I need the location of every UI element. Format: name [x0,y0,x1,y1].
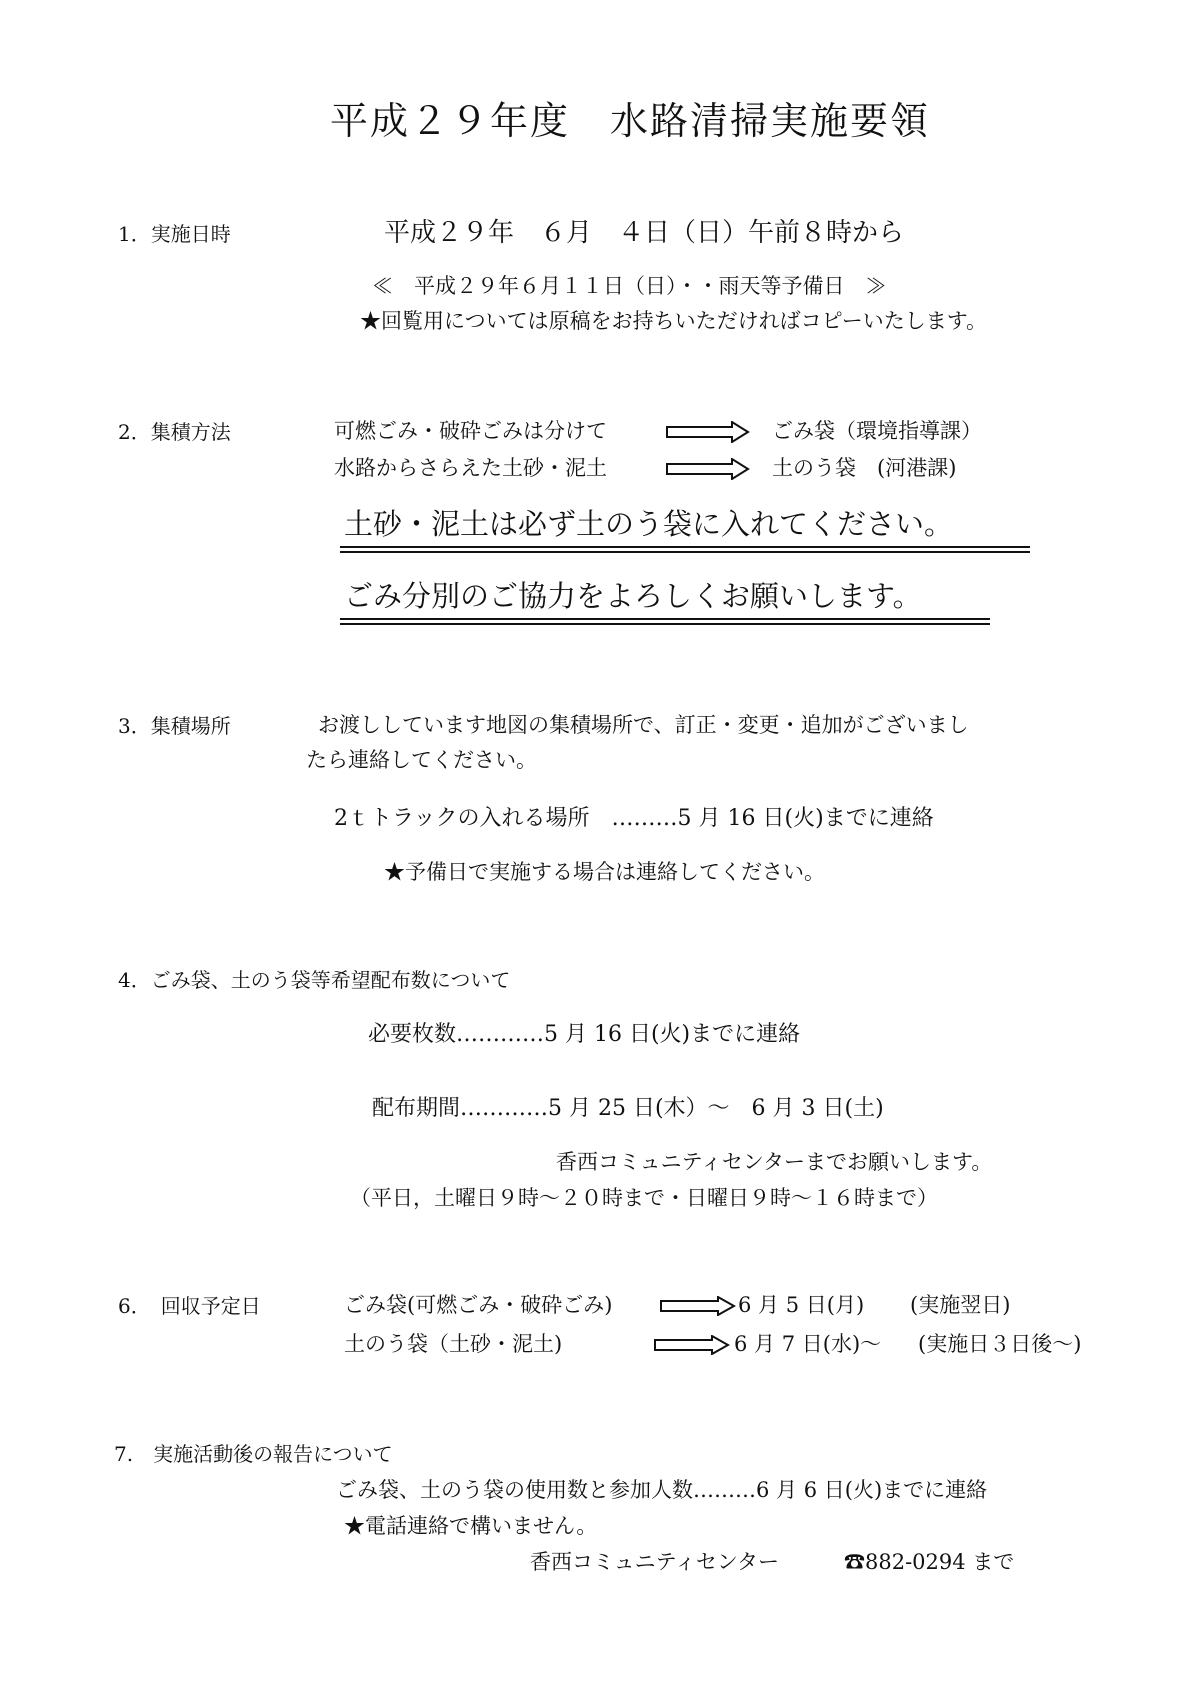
reserve-day-note: ★予備日で実施する場合は連絡してください。 [384,860,825,884]
sandbag-collection: 土のう袋（土砂・泥土) [344,1332,563,1356]
sandbag-collection-note: (実施日３日後～) [918,1332,1082,1356]
location-text-line1: お渡ししています地図の集積場所で、訂正・変更・追加がございまし [318,713,969,737]
distribution-period: 配布期間…………5 月 25 日(木）～ 6 月 3 日(土) [372,1096,884,1121]
page-title: 平成２９年度 水路清掃実施要領 [330,99,931,143]
sediment-text: 水路からさらえた土砂・泥土 [334,456,607,480]
arrow-right-icon [666,421,750,443]
phone-ok-note: ★電話連絡で構いません。 [344,1514,598,1538]
sandbag-notice: 土砂・泥土は必ず土のう袋に入れてください。 [344,507,954,541]
garbage-bag-collection-note: (実施翌日) [910,1293,1011,1317]
location-text-line2: たら連絡してください。 [306,748,537,772]
arrow-right-icon [660,1296,736,1316]
section-2-label: 2．集積方法 [118,420,231,444]
garbage-bag-collection-date: 6 月 5 日(月) [738,1293,865,1317]
garbage-bag-text: ごみ袋（環境指導課） [772,419,982,443]
sandbag-collection-date: 6 月 7 日(水)～ [734,1332,882,1356]
double-underline [340,618,990,625]
sandbag-text: 土のう袋 (河港課) [772,456,957,480]
circulation-note: ★回覧用については原稿をお持ちいただければコピーいたします。 [360,309,988,333]
double-underline [340,546,1030,553]
event-date: 平成２９年 ６月 ４日（日）午前８時から [384,218,905,248]
section-7-label: 7. 実施活動後の報告について [114,1442,393,1466]
reserve-date: ≪ 平成２９年６月１１日（日）・・雨天等予備日 ≫ [372,274,887,298]
contact-phone: ☎882-0294 まで [844,1550,1015,1574]
section-3-label: 3．集積場所 [118,714,231,738]
required-count-deadline: 必要枚数…………5 月 16 日(火)までに連絡 [368,1022,801,1047]
garbage-bag-collection: ごみ袋(可燃ごみ・破砕ごみ) [344,1293,613,1317]
usage-report-deadline: ごみ袋、土のう袋の使用数と参加人数………6 月 6 日(火)までに連絡 [336,1478,988,1502]
section-4-label: 4．ごみ袋、土のう袋等希望配布数について [118,968,511,992]
sorting-notice: ごみ分別のご協力をよろしくお願いします。 [344,579,922,613]
contact-name: 香西コミュニティセンター [530,1550,780,1574]
arrow-right-icon [654,1335,730,1355]
opening-hours: （平日，土曜日９時～２０時まで・日曜日９時～１６時まで） [350,1186,938,1210]
arrow-right-icon [666,458,750,480]
section-1-label: 1．実施日時 [118,222,231,246]
truck-deadline: 2ｔトラックの入れる場所 ………5 月 16 日(火)までに連絡 [334,806,934,831]
burnable-waste-text: 可燃ごみ・破砕ごみは分けて [334,419,607,443]
distribution-place: 香西コミュニティセンターまでお願いします。 [556,1150,993,1174]
section-6-label: 6． 回収予定日 [118,1294,261,1318]
